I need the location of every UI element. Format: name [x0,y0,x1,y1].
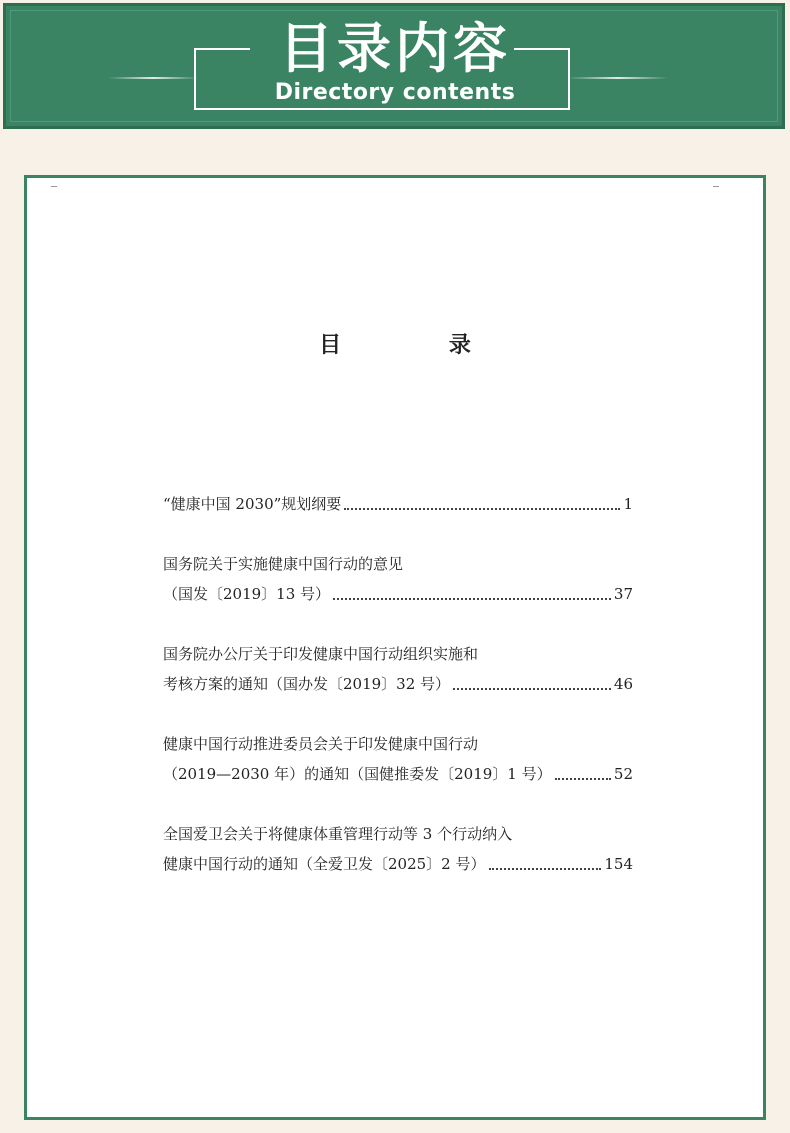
toc-entry-title-cont: 考核方案的通知（国办发〔2019〕32 号） [163,675,451,693]
toc-entry [163,489,633,519]
toc-entry [163,819,633,879]
toc-entry-title: 国务院办公厅关于印发健康中国行动组织实施和 [163,645,479,663]
banner-title-english: Directory contents [274,80,516,105]
leader-dots [489,868,602,870]
toc-entry [163,639,633,699]
toc-page-number: 154 [604,855,633,873]
leader-dots [555,778,611,780]
toc-entry-title: 全国爱卫会关于将健康体重管理行动等 3 个行动纳入 [163,825,513,843]
toc-page-number: 46 [613,675,633,693]
toc-page [24,175,766,1120]
toc-entry-title: 健康中国行动推进委员会关于印发健康中国行动 [163,735,479,753]
crop-mark-left [51,186,57,187]
leader-dots [453,688,611,690]
leader-dots [333,598,611,600]
toc-entry [163,549,633,609]
crop-mark-right [713,186,719,187]
leader-dots [344,508,620,510]
toc-entry-title: 国务院关于实施健康中国行动的意见 [163,555,404,573]
toc-list [163,489,633,909]
banner-title-chinese: 目录内容 [279,17,511,80]
toc-heading: 目 录 [319,333,521,358]
toc-page-number: 52 [613,765,633,783]
toc-entry-title: “健康中国 2030”规划纲要 [163,495,342,513]
toc-page-number: 37 [613,585,633,603]
toc-entry-title-cont: 健康中国行动的通知（全爱卫发〔2025〕2 号） [163,855,486,873]
header [0,0,790,134]
toc-page-number: 1 [623,495,633,513]
toc-entry [163,729,633,789]
toc-entry-title-cont: （2019—2030 年）的通知（国健推委发〔2019〕1 号） [163,765,552,783]
toc-entry-title-cont: （国发〔2019〕13 号） [163,585,331,603]
